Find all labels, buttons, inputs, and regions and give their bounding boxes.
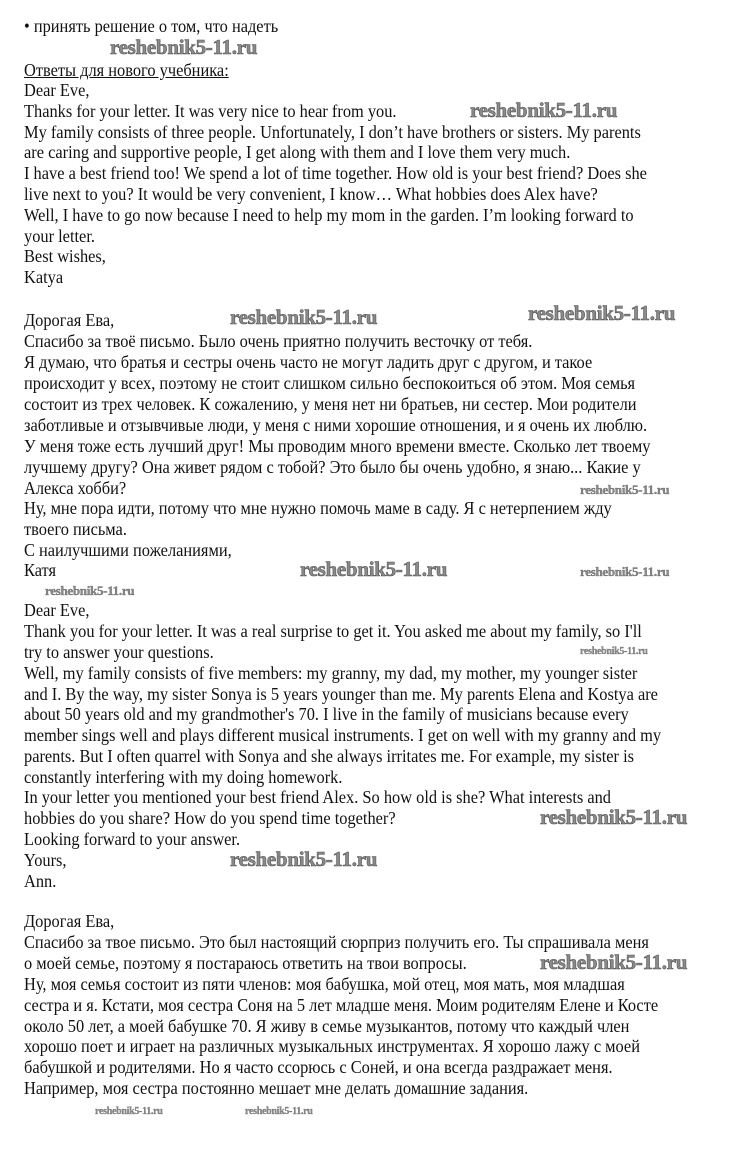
letter-line: live next to you? It would be very convenient, I know… What hobbies does Alex have? <box>24 184 598 204</box>
letter-line: Dear Eve, <box>24 600 90 620</box>
letter-line: constantly interfering with my doing homework. <box>24 767 343 787</box>
watermark: reshebnik5-11.ru <box>95 1106 163 1117</box>
letter-line: Дорогая Ева, <box>24 911 115 931</box>
watermark: reshebnik5-11.ru <box>230 847 378 871</box>
letter-line: about 50 years old and my grandmother's 70. I live in the family of musicians because every <box>24 704 629 724</box>
letter-line: your letter. <box>24 226 95 246</box>
letter-line: Yours, <box>24 850 67 870</box>
letter-line: Ann. <box>24 871 57 891</box>
letter-line: Катя <box>24 560 57 580</box>
letter-line: С наилучшими пожеланиями, <box>24 540 232 560</box>
letter-line: Ну, мне пора идти, потому что мне нужно помочь маме в саду. Я с нетерпением жду <box>24 498 612 518</box>
letter-line: сестра и я. Кстати, моя сестра Соня на 5 лет младше меня. Моим родителям Елене и Косте <box>24 995 659 1015</box>
watermark: reshebnik5-11.ru <box>580 646 648 657</box>
letter-line: Например, моя сестра постоянно мешает мне делать домашние задания. <box>24 1078 529 1098</box>
watermark: reshebnik5-11.ru <box>580 564 670 579</box>
letter-line: Алекса хобби? <box>24 478 127 498</box>
intro-bullet-line: • принять решение о том, что надеть <box>24 16 279 36</box>
letter-line: Спасибо за твоё письмо. Было очень приятно получить весточку от тебя. <box>24 331 533 351</box>
letter-line: Я думаю, что братья и сестры очень часто не могут ладить друг с другом, и такое <box>24 352 593 372</box>
letter-line: member sings well and plays different musical instruments. I get on well with my granny and my <box>24 725 662 745</box>
watermark: reshebnik5-11.ru <box>300 557 448 581</box>
section-heading: Ответы для нового учебника: <box>24 60 229 80</box>
letter-line: около 50 лет, а моей бабушке 70. Я живу в семье музыкантов, потому что каждый член <box>24 1016 630 1036</box>
letter-line: Best wishes, <box>24 246 106 266</box>
watermark: reshebnik5-11.ru <box>540 805 688 829</box>
letter-line: I have a best friend too! We spend a lot of time together. How old is your best friend? Does she <box>24 163 647 183</box>
letter-line: Дорогая Ева, <box>24 310 115 330</box>
letter-line: Well, my family consists of five members: my granny, my dad, my mother, my younger sister <box>24 663 638 683</box>
letter-line: and I. By the way, my sister Sonya is 5 years younger than me. My parents Elena and Kostya are <box>24 684 658 704</box>
letter-line: hobbies do you share? How do you spend time together? <box>24 808 396 828</box>
watermark: reshebnik5-11.ru <box>45 583 135 598</box>
letter-line: Thanks for your letter. It was very nice to hear from you. <box>24 101 397 121</box>
letter-line: parents. But I often quarrel with Sonya and she always irritates me. For example, my sister is <box>24 746 635 766</box>
letter-line: о моей семье, поэтому я постараюсь ответить на твои вопросы. <box>24 953 467 973</box>
letter-line: бабушкой и родителями. Но я часто ссорюсь с Соней, и она всегда раздражает меня. <box>24 1057 613 1077</box>
watermark: reshebnik5-11.ru <box>540 950 688 974</box>
letter-line: Katya <box>24 267 64 287</box>
letter-line: лучшему другу? Она живет рядом с тобой? Это было бы очень удобно, я знаю... Какие у <box>24 457 641 477</box>
watermark: reshebnik5-11.ru <box>580 482 670 497</box>
watermark: reshebnik5-11.ru <box>110 35 258 59</box>
letter-line: Dear Eve, <box>24 80 90 100</box>
watermark: reshebnik5-11.ru <box>528 301 676 325</box>
letter-line: are caring and supportive people, I get along with them and I love them very much. <box>24 142 571 162</box>
letter-line: Ну, моя семья состоит из пяти членов: моя бабушка, мой отец, моя мать, моя младшая <box>24 974 625 994</box>
watermark: reshebnik5-11.ru <box>470 98 618 122</box>
letter-line: У меня тоже есть лучший друг! Мы проводим много времени вместе. Сколько лет твоему <box>24 436 651 456</box>
letter-line: хорошо поет и играет на различных музыкальных инструментах. Я хорошо лажу с моей <box>24 1036 640 1056</box>
letter-line: In your letter you mentioned your best friend Alex. So how old is she? What interests and <box>24 787 611 807</box>
letter-line: Looking forward to your answer. <box>24 829 241 849</box>
letter-line: заботливые и отзывчивые люди, у меня с ними хорошие отношения, и я очень их люблю. <box>24 415 648 435</box>
letter-line: Thank you for your letter. It was a real surprise to get it. You asked me about my family, so I'll <box>24 621 642 641</box>
letter-line: Well, I have to go now because I need to help my mom in the garden. I’m looking forward to <box>24 205 634 225</box>
watermark: reshebnik5-11.ru <box>230 305 378 329</box>
letter-line: My family consists of three people. Unfortunately, I don’t have brothers or sisters. My parents <box>24 122 641 142</box>
letter-line: try to answer your questions. <box>24 642 214 662</box>
watermark: reshebnik5-11.ru <box>245 1106 313 1117</box>
letter-line: Спасибо за твое письмо. Это был настоящий сюрприз получить его. Ты спрашивала меня <box>24 932 649 952</box>
letter-line: твоего письма. <box>24 519 127 539</box>
letter-line: происходит у всех, поэтому не стоит слишком сильно беспокоиться об этом. Моя семья <box>24 373 636 393</box>
letter-line: состоит из трех человек. К сожалению, у меня нет ни братьев, ни сестер. Мои родители <box>24 394 637 414</box>
